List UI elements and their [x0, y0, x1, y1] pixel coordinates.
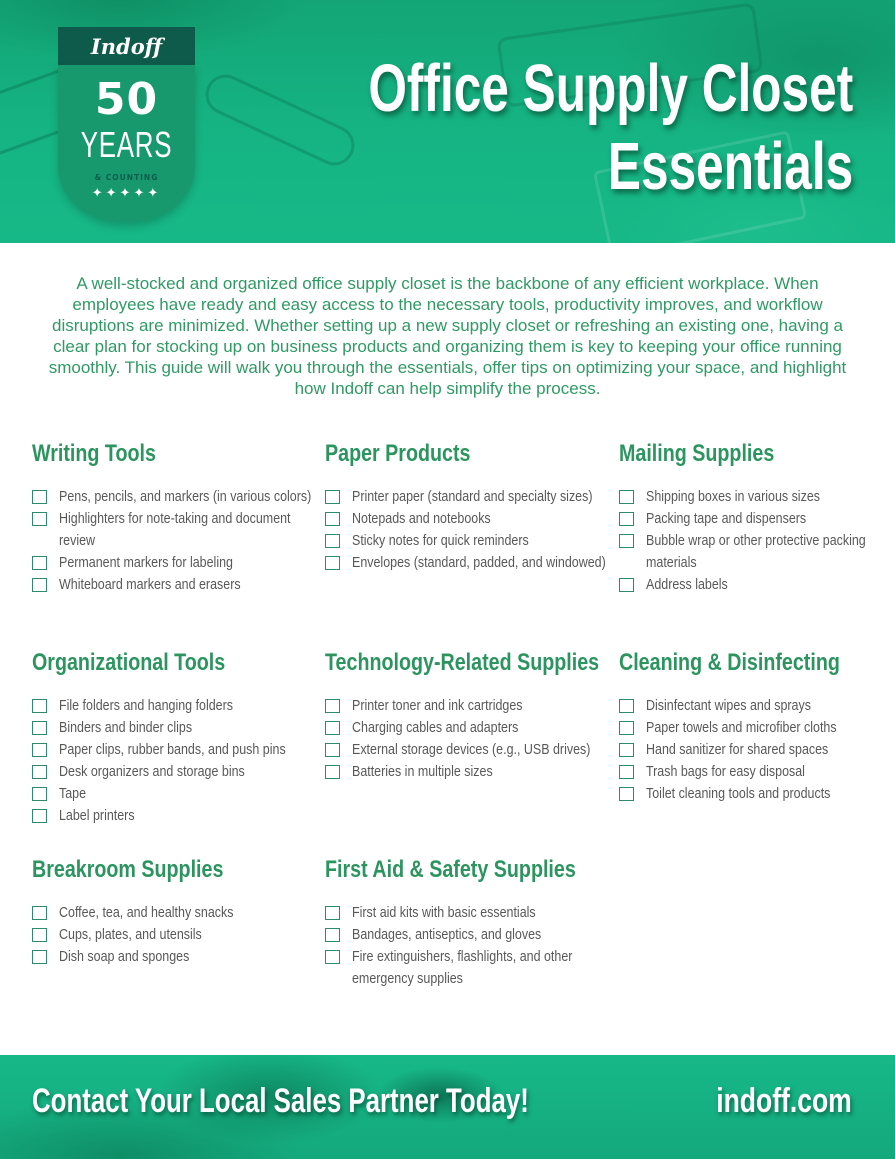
section-title: First Aid & Safety Supplies	[325, 856, 576, 883]
section-cleaning-disinfecting	[619, 649, 895, 805]
checklist-item[interactable]: Permanent markers for labeling	[32, 552, 317, 574]
intro-paragraph: A well-stocked and organized office supply closet is the backbone of any efficient workplace. When employees have ready and easy access to the necessary tools, productivity improves, and workflow disruptions are minimized. Whether setting up a new supply closet or refreshing an existing one, having a clear plan for stocking up on business products and organizing them is key to keeping your office running smoothly. This guide will walk you through the essentials, offer tips on optimizing your space, and highlight how Indoff can help simplify the process.	[48, 274, 847, 398]
section-paper-products	[325, 440, 610, 574]
checklist	[619, 486, 895, 596]
checkbox[interactable]	[325, 928, 340, 942]
checkbox[interactable]	[32, 721, 47, 735]
brand-logo: Indoff	[90, 33, 163, 59]
checklist-item[interactable]: Cups, plates, and utensils	[32, 924, 317, 946]
header-banner	[0, 0, 895, 243]
section-organizational-tools	[32, 649, 317, 827]
checkbox[interactable]	[32, 699, 47, 713]
checklist-item[interactable]: Shipping boxes in various sizes	[619, 486, 895, 508]
checklist-item[interactable]: Hand sanitizer for shared spaces	[619, 739, 895, 761]
checkbox[interactable]	[619, 512, 634, 526]
badge-brand-bar	[58, 27, 195, 65]
footer-banner	[0, 1055, 895, 1159]
checklist-item[interactable]: Trash bags for easy disposal	[619, 761, 895, 783]
checklist-item[interactable]: External storage devices (e.g., USB drives)	[325, 739, 610, 761]
checklist-item[interactable]: Toilet cleaning tools and products	[619, 783, 895, 805]
section-title: Organizational Tools	[32, 649, 226, 676]
checkbox[interactable]	[32, 743, 47, 757]
checklist-item[interactable]: File folders and hanging folders	[32, 695, 317, 717]
checkbox[interactable]	[325, 512, 340, 526]
checklist-item[interactable]: Dish soap and sponges	[32, 946, 317, 968]
section-title: Writing Tools	[32, 440, 156, 467]
checkbox[interactable]	[325, 721, 340, 735]
checklist-item[interactable]: Envelopes (standard, padded, and windowed)	[325, 552, 610, 574]
section-title: Technology-Related Supplies	[325, 649, 600, 676]
checklist-item[interactable]: Printer paper (standard and specialty sizes)	[325, 486, 610, 508]
section-breakroom-supplies	[32, 856, 317, 968]
checklist-item[interactable]: Pens, pencils, and markers (in various colors)	[32, 486, 317, 508]
checkbox[interactable]	[619, 490, 634, 504]
checkbox[interactable]	[325, 906, 340, 920]
checklist-item[interactable]: Notepads and notebooks	[325, 508, 610, 530]
checkbox[interactable]	[325, 743, 340, 757]
checkbox[interactable]	[32, 809, 47, 823]
checklist-item[interactable]: Binders and binder clips	[32, 717, 317, 739]
badge-shield	[58, 65, 195, 223]
checkbox[interactable]	[32, 765, 47, 779]
checkbox[interactable]	[619, 787, 634, 801]
checkbox[interactable]	[619, 699, 634, 713]
checkbox[interactable]	[32, 787, 47, 801]
checkbox[interactable]	[619, 578, 634, 592]
paperclip-decoration	[199, 68, 361, 172]
checkbox[interactable]	[325, 534, 340, 548]
section-technology-supplies	[325, 649, 610, 783]
checkbox[interactable]	[619, 743, 634, 757]
checklist-item[interactable]: Paper towels and microfiber cloths	[619, 717, 895, 739]
checkbox[interactable]	[32, 578, 47, 592]
section-title: Breakroom Supplies	[32, 856, 224, 883]
section-title: Mailing Supplies	[619, 440, 775, 467]
checkbox[interactable]	[325, 556, 340, 570]
checkbox[interactable]	[325, 699, 340, 713]
checkbox[interactable]	[325, 490, 340, 504]
checklist-item[interactable]: Batteries in multiple sizes	[325, 761, 610, 783]
checklist-item[interactable]: Tape	[32, 783, 317, 805]
checklist-item[interactable]: First aid kits with basic essentials	[325, 902, 610, 924]
checklist-item[interactable]: Coffee, tea, and healthy snacks	[32, 902, 317, 924]
checkbox[interactable]	[32, 950, 47, 964]
badge-number: 50	[94, 74, 159, 125]
checklist-item[interactable]: Desk organizers and storage bins	[32, 761, 317, 783]
checkbox[interactable]	[325, 765, 340, 779]
checklist	[32, 695, 317, 827]
page-title-line-2: Essentials	[607, 129, 853, 204]
checklist-item[interactable]: Bubble wrap or other protective packing materials	[619, 530, 895, 574]
stars-icon: ✦✦✦✦✦	[91, 185, 162, 200]
section-title: Paper Products	[325, 440, 471, 467]
website-link[interactable]: indoff.com	[716, 1082, 852, 1120]
checkbox[interactable]	[32, 512, 47, 526]
checklist-item[interactable]: Packing tape and dispensers	[619, 508, 895, 530]
checklist-item[interactable]: Charging cables and adapters	[325, 717, 610, 739]
checklist	[619, 695, 895, 805]
section-title: Cleaning & Disinfecting	[619, 649, 840, 676]
checklist-item[interactable]: Address labels	[619, 574, 895, 596]
checklist	[32, 902, 317, 968]
checklist-item[interactable]: Printer toner and ink cartridges	[325, 695, 610, 717]
checklist-item[interactable]: Highlighters for note-taking and document review	[32, 508, 317, 552]
checkbox[interactable]	[32, 556, 47, 570]
section-mailing-supplies	[619, 440, 895, 596]
contact-cta: Contact Your Local Sales Partner Today!	[32, 1082, 529, 1120]
checklist-item[interactable]: Disinfectant wipes and sprays	[619, 695, 895, 717]
badge-tagline: & COUNTING	[94, 173, 159, 182]
checklist	[325, 902, 610, 990]
checklist-item[interactable]: Paper clips, rubber bands, and push pins	[32, 739, 317, 761]
checkbox[interactable]	[619, 534, 634, 548]
checkbox[interactable]	[32, 490, 47, 504]
checklist-item[interactable]: Bandages, antiseptics, and gloves	[325, 924, 610, 946]
checklist	[325, 486, 610, 574]
checkbox[interactable]	[619, 765, 634, 779]
checkbox[interactable]	[32, 906, 47, 920]
checklist	[32, 486, 317, 596]
checklist-item[interactable]: Fire extinguishers, flashlights, and other emergency supplies	[325, 946, 610, 990]
section-first-aid-safety	[325, 856, 610, 990]
section-writing-tools	[32, 440, 317, 596]
checklist-item[interactable]: Label printers	[32, 805, 317, 827]
checklist-item[interactable]: Sticky notes for quick reminders	[325, 530, 610, 552]
checkbox[interactable]	[32, 928, 47, 942]
checkbox[interactable]	[325, 950, 340, 964]
page-title-line-1: Office Supply Closet	[368, 51, 853, 126]
badge-years: YEARS	[80, 124, 173, 165]
checklist	[325, 695, 610, 783]
checklist-item[interactable]: Whiteboard markers and erasers	[32, 574, 317, 596]
anniversary-badge	[58, 27, 195, 223]
page-title	[368, 50, 853, 206]
checkbox[interactable]	[619, 721, 634, 735]
